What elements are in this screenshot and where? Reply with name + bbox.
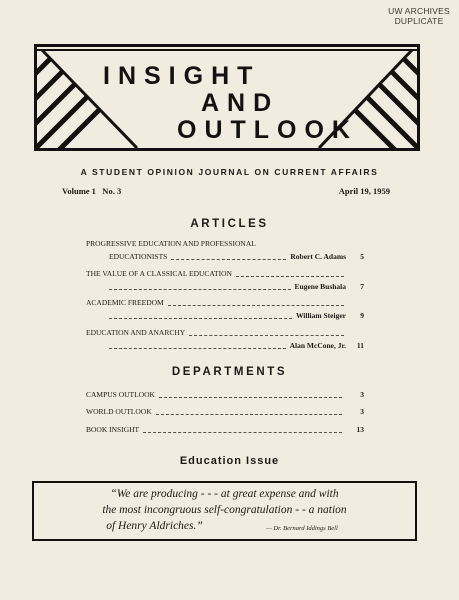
article-title: EDUCATIONISTS xyxy=(109,252,168,261)
toc-article-title-line xyxy=(86,268,344,279)
quote-line-2: the most incongruous self-congratulation - - a nation xyxy=(102,504,347,516)
article-author: Eugene Bushala xyxy=(294,282,346,291)
leader-dots xyxy=(159,396,342,398)
leader-dots xyxy=(171,258,286,260)
page-number: 3 xyxy=(360,407,364,416)
article-author: Alan McCone, Jr. xyxy=(289,341,346,350)
volume-number: Volume 1 No. 3 xyxy=(62,186,122,196)
leader-dots xyxy=(109,347,286,349)
departments-heading: DEPARTMENTS xyxy=(171,366,288,378)
article-author: Robert C. Adams xyxy=(290,252,346,261)
page-number: 11 xyxy=(356,341,364,350)
masthead-title-and: AND xyxy=(201,89,280,117)
leader-dots xyxy=(156,413,342,415)
stamp-line-2: DUPLICATE xyxy=(394,16,444,26)
department-title: CAMPUS OUTLOOK xyxy=(86,390,155,399)
stamp-line-1: UW ARCHIVES xyxy=(388,6,450,16)
leader-dots xyxy=(189,334,344,336)
issue-date: April 19, 1959 xyxy=(338,186,390,196)
quote-attribution: — Dr. Bernard Iddings Bell xyxy=(266,525,338,532)
quote-box xyxy=(32,481,417,541)
toc-article-entry xyxy=(109,310,364,321)
article-title: ACADEMIC FREEDOM xyxy=(86,298,164,307)
masthead-title-insight: INSIGHT xyxy=(103,62,261,90)
toc-article-entry xyxy=(109,251,364,262)
article-title: THE VALUE OF A CLASSICAL EDUCATION xyxy=(86,269,232,278)
leader-dots xyxy=(236,275,344,277)
journal-subtitle: A STUDENT OPINION JOURNAL ON CURRENT AFFAIRS xyxy=(80,167,379,177)
leader-dots xyxy=(168,304,344,306)
masthead xyxy=(34,44,420,151)
department-title: BOOK INSIGHT xyxy=(86,425,140,434)
toc-article-title-line xyxy=(86,327,344,338)
article-title: EDUCATION AND ANARCHY xyxy=(86,328,186,337)
toc-department-entry xyxy=(86,424,364,435)
leader-dots xyxy=(143,431,342,433)
article-author: William Steiger xyxy=(295,311,346,320)
toc-department-entry xyxy=(86,406,364,417)
toc-article-title-line xyxy=(86,238,364,249)
masthead-title-outlook: OUTLOOK xyxy=(177,116,358,144)
toc-article-title-line xyxy=(86,297,344,308)
department-title: WORLD OUTLOOK xyxy=(86,407,152,416)
toc-article-entry xyxy=(109,281,364,292)
page-number: 5 xyxy=(360,252,364,261)
archive-stamp xyxy=(383,6,455,26)
page-number: 9 xyxy=(360,311,364,320)
issue-theme-heading: Education Issue xyxy=(179,455,280,467)
page-number: 13 xyxy=(356,425,364,434)
toc-article-entry xyxy=(109,340,364,351)
article-title: PROGRESSIVE EDUCATION AND PROFESSIONAL xyxy=(86,239,256,248)
toc-department-entry xyxy=(86,389,364,400)
quote-line-1: “We are producing - - - at great expense and with xyxy=(110,488,339,500)
articles-heading: ARTICLES xyxy=(190,218,269,230)
page-number: 3 xyxy=(360,390,364,399)
quote-line-3: of Henry Aldriches.” xyxy=(106,520,203,532)
leader-dots xyxy=(109,288,291,290)
page-number: 7 xyxy=(360,282,364,291)
leader-dots xyxy=(109,317,292,319)
